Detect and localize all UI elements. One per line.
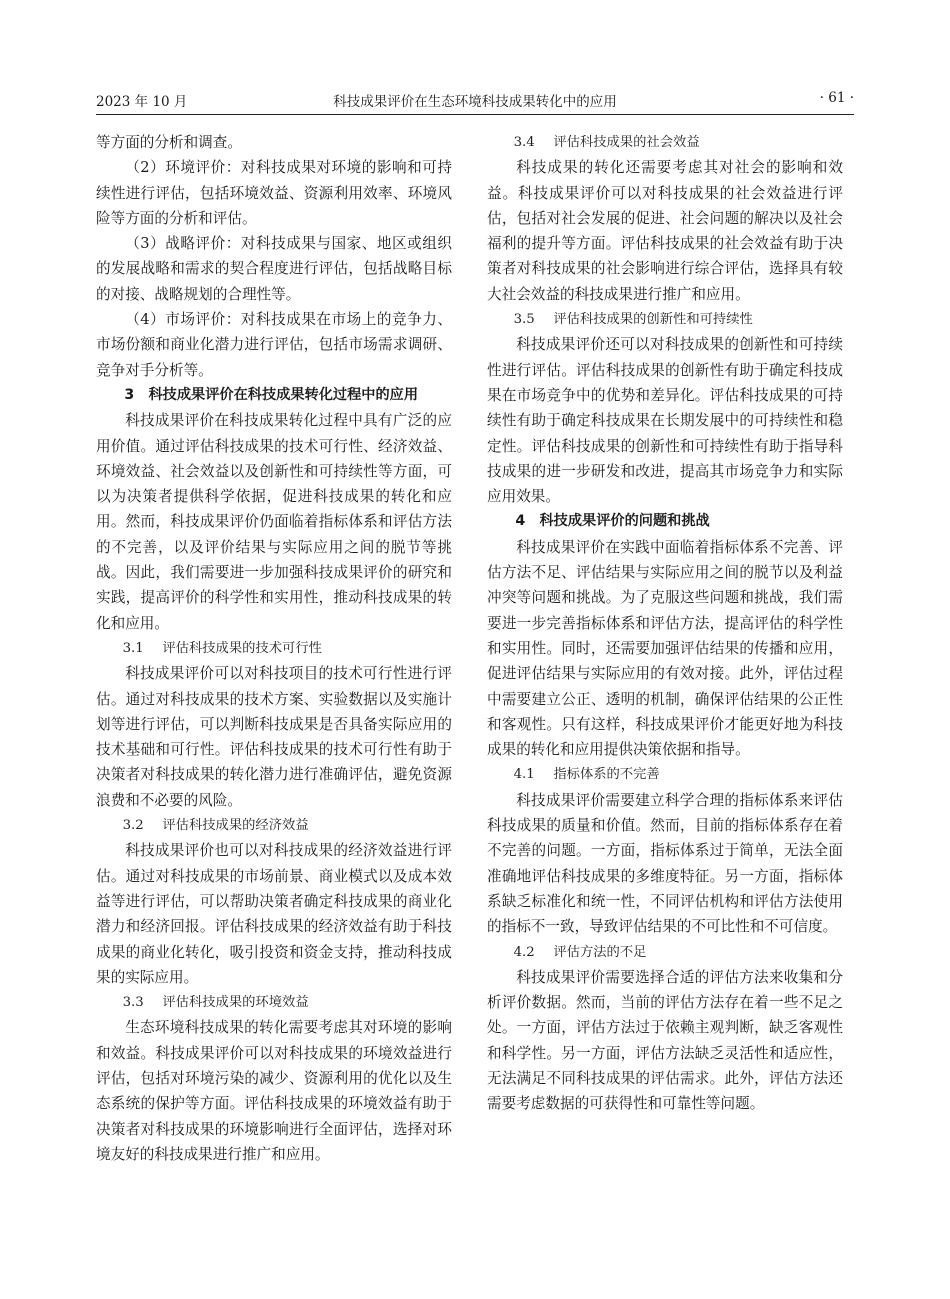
paragraph-continued: 等方面的分析和调查。: [96, 134, 242, 151]
subsection-number: 3.1: [122, 640, 144, 656]
subsection-title: 评估方法的不足: [553, 944, 647, 960]
subsection-number: 4.2: [513, 944, 535, 960]
subsection-title: 评估科技成果的创新性和可持续性: [553, 312, 753, 328]
subsection-3-5-heading: [487, 307, 843, 332]
subsection-number: 3.5: [513, 312, 535, 328]
subsection-title: 评估科技成果的技术可行性: [162, 640, 322, 656]
subsection-number: 4.1: [513, 767, 535, 783]
subsection-3-5-body: 科技成果评价还可以对科技成果的创新性和可持续性进行评估。评估科技成果的创新性有助于确定科技成果在市场竞争中的优势和差异化。评估科技成果的可持续性有助于确定科技成果在长期发展中的可持续性和稳定性。评估科技成果的创新性和可持续性有助于指导科技成果的进一步研发和改进，提高其市场竞争力和实际应用效果。: [487, 336, 843, 506]
subsection-3-2-heading: [96, 813, 452, 838]
subsection-4-2-body: 科技成果评价需要选择合适的评估方法来收集和分析评价数据。然而，当前的评估方法存在着一些不足之处。一方面，评估方法过于依赖主观判断，缺乏客观性和科学性。另一方面，评估方法缺乏灵活性和适应性，无法满足不同科技成果的评估需求。此外，评估方法还需要考虑数据的可获得性和可靠性等问题。: [487, 968, 843, 1113]
subsection-number: 3.2: [122, 818, 144, 834]
right-column: [487, 130, 843, 1117]
subsection-title: 指标体系的不完善: [553, 767, 660, 783]
paragraph-market-evaluation: （4）市场评价：对科技成果在市场上的竞争力、市场份额和商业化潜力进行评估，包括市场需求调研、竞争对手分析等。: [96, 311, 452, 379]
subsection-3-3-heading: [96, 990, 452, 1015]
subsection-title: 评估科技成果的经济效益: [162, 818, 309, 834]
subsection-3-1-body: 科技成果评价可以对科技项目的技术可行性进行评估。通过对科技成果的技术方案、实验数据以及实施计划等进行评估，可以判断科技成果是否具备实际应用的技术基础和可行性。评估科技成果的技术可行性有助于决策者对科技成果的转化潜力进行准确评估，避免资源浪费和不必要的风险。: [96, 665, 452, 809]
header-title: 科技成果评价在生态环境科技成果转化中的应用: [333, 94, 617, 110]
running-header: [96, 90, 854, 112]
header-divider: [96, 114, 854, 115]
subsection-4-1-heading: [487, 762, 843, 787]
subsection-title: 评估科技成果的社会效益: [553, 135, 700, 150]
subsection-3-4-body: 科技成果的转化还需要考虑其对社会的影响和效益。科技成果评价可以对科技成果的社会效益进行评估，包括对社会发展的促进、社会问题的解决以及社会福利的提升等方面。评估科技成果的社会效益有助于决策者对科技成果的社会影响进行综合评估，选择具有较大社会效益的科技成果进行推广和应用。: [487, 159, 843, 303]
left-column: [96, 130, 452, 1167]
subsection-4-2-heading: [487, 940, 843, 965]
subsection-4-1-body: 科技成果评价需要建立科学合理的指标体系来评估科技成果的质量和价值。然而，目前的指标体系存在着不完善的问题。一方面，指标体系过于简单，无法全面准确地评估科技成果的多维度特征。另一方面，指标体系缺乏标准化和统一性，不同评估机构和评估方法使用的指标不一致，导致评估结果的不可比性和不可信度。: [487, 791, 843, 936]
subsection-3-3-body: 生态环境科技成果的转化需要考虑其对环境的影响和效益。科技成果评价可以对科技成果的环境效益进行评估，包括对环境污染的减少、资源利用的优化以及生态系统的保护等方面。评估科技成果的环境效益有助于决策者对科技成果的环境影响进行全面评估，选择对环境友好的科技成果进行推广和应用。: [96, 1019, 452, 1163]
section-3-body: 科技成果评价在科技成果转化过程中具有广泛的应用价值。通过评估科技成果的技术可行性、经济效益、环境效益、社会效益以及创新性和可持续性等方面，可以为决策者提供科学依据，促进科技成果的转化和应用。然而，科技成果评价仍面临着指标体系和评估方法的不完善，以及评价结果与实际应用之间的脱节等挑战。因此，我们需要进一步加强科技成果评价的研究和实践，提高评价的科学性和实用性，推动科技成果的转化和应用。: [96, 412, 452, 632]
header-date: 2023 年 10 月: [96, 94, 188, 110]
subsection-number: 3.3: [122, 995, 144, 1011]
subsection-3-4-heading: [487, 130, 843, 155]
paragraph-strategy-evaluation: （3）战略评价：对科技成果与国家、地区或组织的发展战略和需求的契合程度进行评估，包括战略目标的对接、战略规划的合理性等。: [96, 235, 452, 303]
section-4-body: 科技成果评价在实践中面临着指标体系不完善、评估方法不足、评估结果与实际应用之间的脱节以及利益冲突等问题和挑战。为了克服这些问题和挑战，我们需要进一步完善指标体系和评估方法，提高评估的科学性和实用性。同时，还需要加强评估结果的传播和应用，促进评估结果与实际应用的有效对接。此外，评估过程中需要建立公正、透明的机制，确保评估结果的公正性和客观性。只有这样，科技成果评价才能更好地为科技成果的转化和应用提供决策依据和指导。: [487, 538, 843, 759]
subsection-3-1-heading: [96, 636, 452, 661]
subsection-3-2-body: 科技成果评价也可以对科技成果的经济效益进行评估。通过对科技成果的市场前景、商业模式以及成本效益等进行评估，可以帮助决策者确定科技成果的商业化潜力和经济回报。评估科技成果的经济效益有助于科技成果的商业化转化，吸引投资和资金支持，推动科技成果的实际应用。: [96, 842, 452, 986]
paragraph-environment-evaluation: （2）环境评价：对科技成果对环境的影响和可持续性进行评估，包括环境效益、资源利用效率、环境风险等方面的分析和评估。: [96, 159, 452, 227]
subsection-title: 评估科技成果的环境效益: [162, 995, 309, 1011]
section-3-heading: 3 科技成果评价在科技成果转化过程中的应用: [124, 386, 419, 403]
subsection-number: 3.4: [513, 135, 535, 150]
section-4-heading: 4 科技成果评价的问题和挑战: [515, 513, 710, 530]
page-number: · 61 ·: [819, 90, 854, 106]
